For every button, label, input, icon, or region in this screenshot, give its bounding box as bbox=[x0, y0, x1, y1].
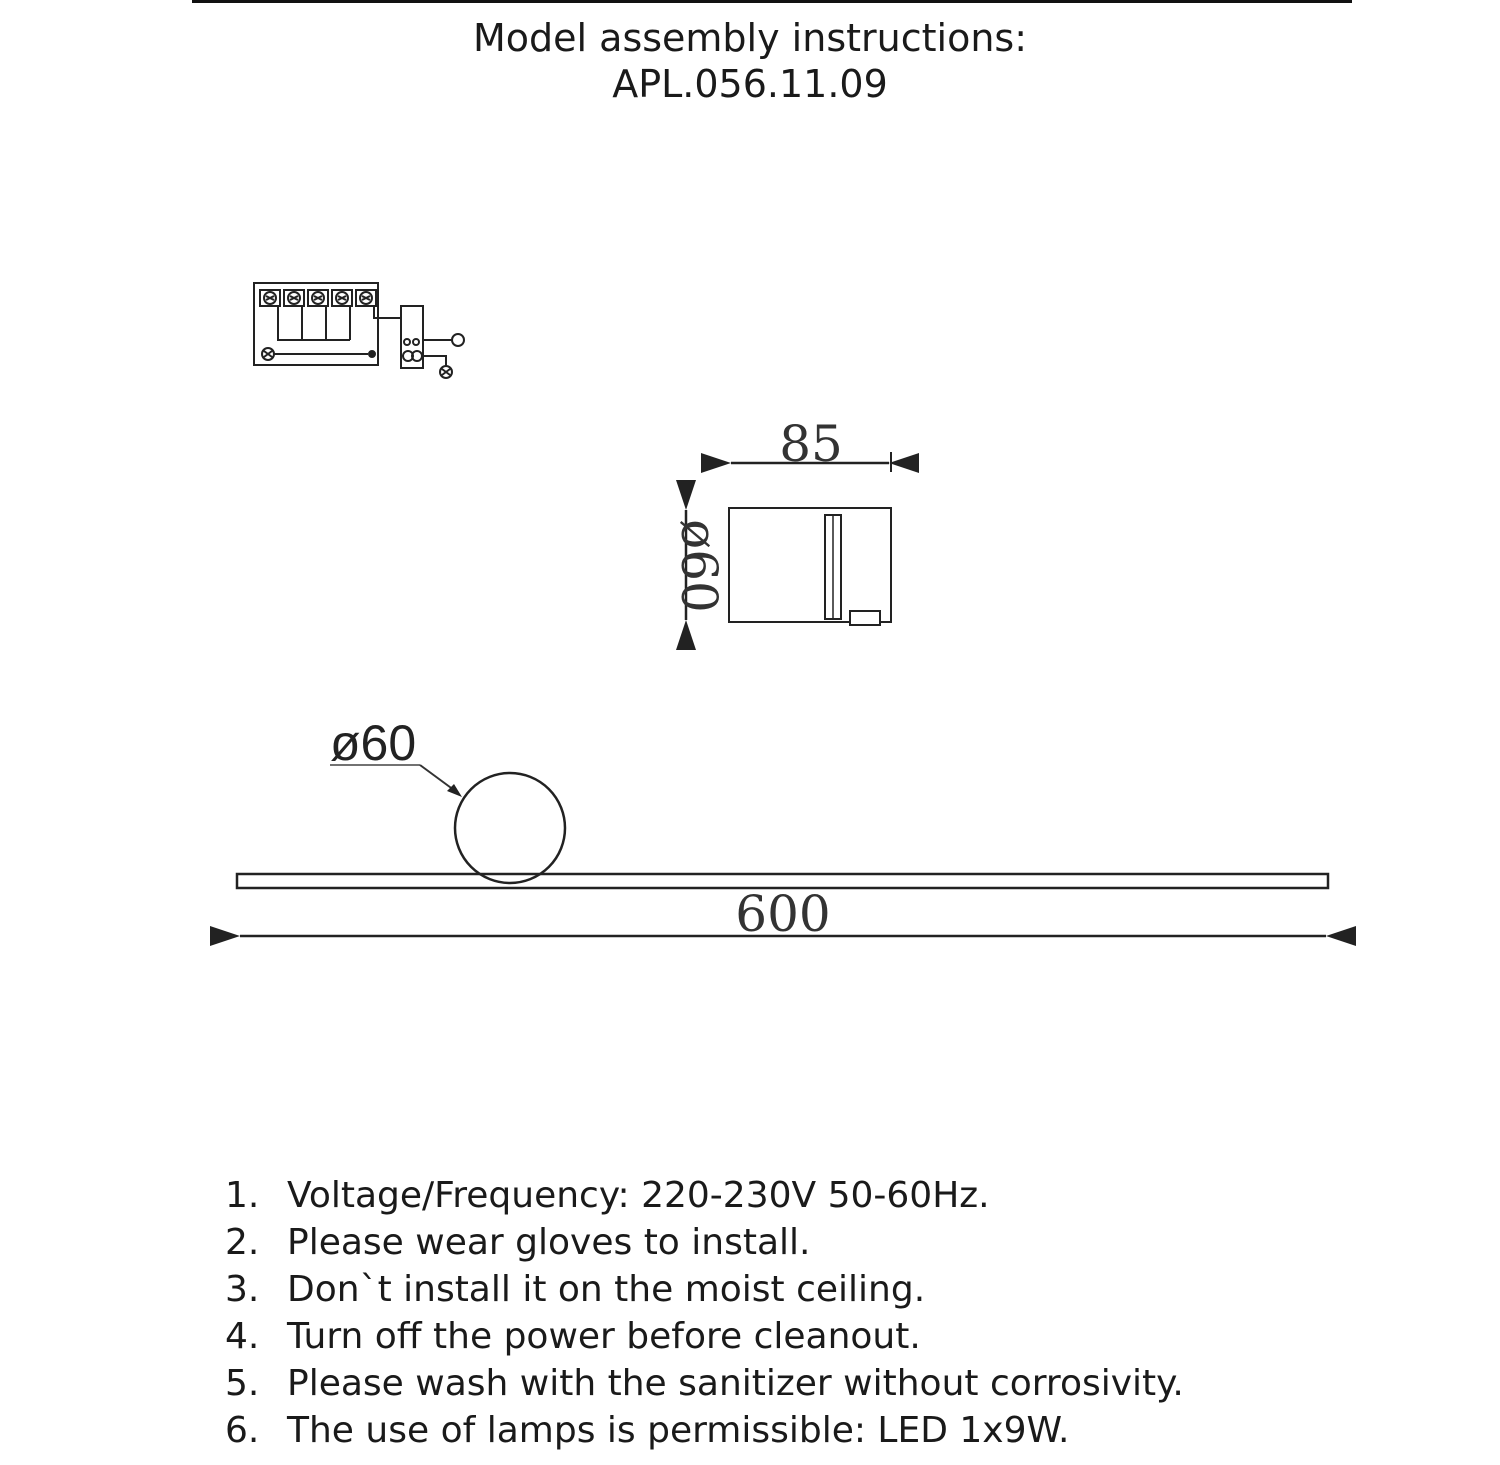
page-title: Model assembly instructions: bbox=[472, 16, 1028, 60]
list-item: 2. Please wear gloves to install. bbox=[225, 1222, 811, 1263]
length-label: 600 bbox=[735, 885, 831, 943]
list-item: 3. Don`t install it on the moist ceiling. bbox=[225, 1269, 926, 1310]
instruction-list bbox=[225, 1172, 1184, 1454]
model-number: APL.056.11.09 bbox=[612, 62, 888, 106]
terminal-block-icon bbox=[254, 283, 464, 378]
list-item: 5. Please wash with the sanitizer without corrosivity. bbox=[225, 1363, 1184, 1404]
list-item: 1. Voltage/Frequency: 220-230V 50-60Hz. bbox=[225, 1175, 990, 1216]
list-item: 4. Turn off the power before cleanout. bbox=[225, 1316, 921, 1357]
side-width-label: 85 bbox=[779, 415, 843, 473]
globe-diameter-label: ø60 bbox=[330, 715, 417, 771]
side-diameter-label: ø60 bbox=[670, 519, 728, 613]
list-item: 6. The use of lamps is permissible: LED 1x9W. bbox=[225, 1410, 1070, 1451]
